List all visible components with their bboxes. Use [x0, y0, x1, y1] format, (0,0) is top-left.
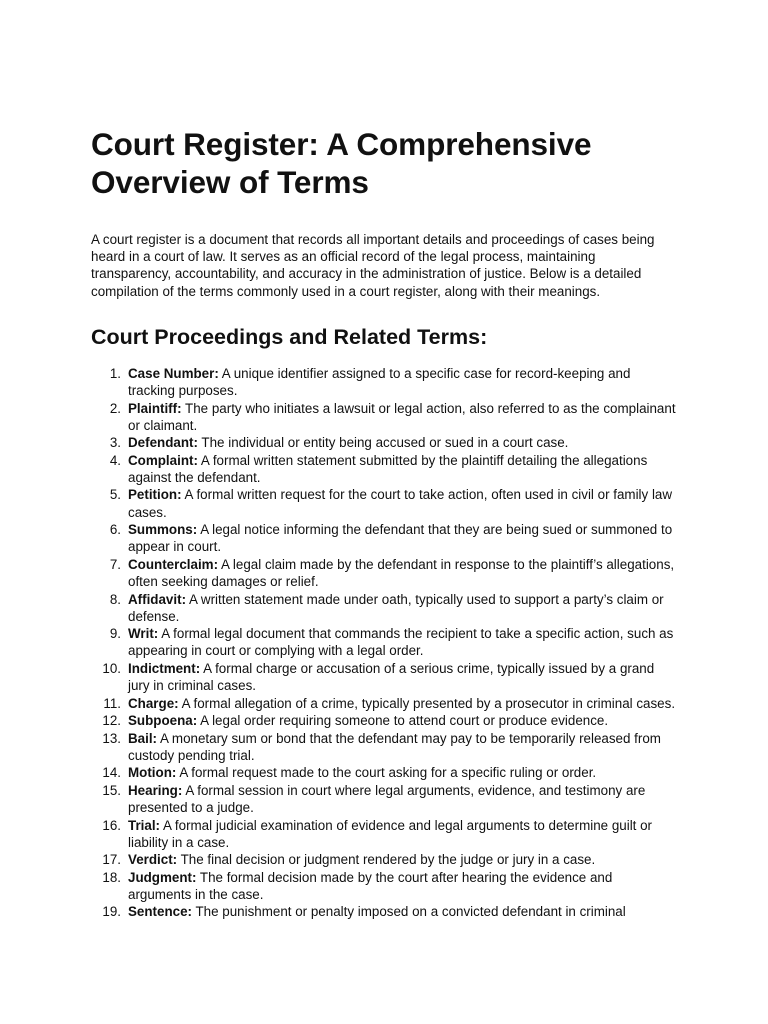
term-description: A formal allegation of a crime, typically presented by a prosecutor in criminal cases.: [181, 695, 676, 711]
list-item: [91, 434, 678, 451]
term-description: A unique identifier assigned to a specific case for record-keeping and tracking purposes.: [128, 365, 631, 399]
term-description: A formal written statement submitted by the plaintiff detailing the allegations against the defendant.: [128, 452, 648, 485]
list-item-number: 18.: [102, 869, 121, 885]
term-description: A formal judicial examination of evidence and legal arguments to determine guilt or liability in a case.: [128, 817, 653, 850]
term-name: Affidavit:: [128, 591, 187, 607]
list-item: [91, 903, 678, 920]
list-item-number: 7.: [109, 556, 121, 572]
list-item-number: 4.: [109, 452, 121, 468]
section-heading: Court Proceedings and Related Terms:: [91, 324, 488, 349]
list-item-number: 19.: [102, 904, 121, 920]
list-item: [91, 817, 678, 851]
list-item: [91, 486, 678, 520]
term-name: Bail:: [128, 730, 158, 746]
term-name: Charge:: [128, 695, 179, 711]
page-title: Court Register: A Comprehensive Overview of Terms: [91, 126, 592, 200]
term-name: Hearing:: [128, 782, 183, 798]
term-description: A formal written request for the court to take action, often used in civil or family law cases.: [128, 487, 673, 520]
term-description: The punishment or penalty imposed on a convicted defendant in criminal: [195, 904, 626, 920]
list-item: [91, 591, 678, 625]
term-description: A formal request made to the court asking for a specific ruling or order.: [179, 765, 597, 781]
term-description: The final decision or judgment rendered by the judge or jury in a case.: [180, 852, 596, 868]
list-item: [91, 730, 678, 764]
list-item-number: 10.: [102, 660, 121, 676]
term-name: Judgment:: [128, 869, 197, 885]
list-item-number: 8.: [109, 591, 121, 607]
term-description: A formal charge or accusation of a serious crime, typically issued by a grand jury in criminal cases.: [128, 660, 655, 694]
term-name: Trial:: [128, 817, 160, 833]
list-item: [91, 695, 678, 712]
term-description: A formal session in court where legal arguments, evidence, and testimony are presented to a judge.: [128, 782, 646, 816]
list-item: [91, 782, 678, 816]
term-name: Complaint:: [128, 452, 198, 468]
list-item: [91, 625, 678, 659]
term-name: Plaintiff:: [128, 400, 182, 416]
term-name: Summons:: [128, 522, 198, 538]
list-item: [91, 452, 678, 486]
list-item: [91, 556, 678, 590]
term-description: A legal claim made by the defendant in response to the plaintiff’s allegations, often seeking damages or relief.: [128, 556, 675, 590]
term-name: Petition:: [128, 487, 182, 503]
list-item-number: 6.: [109, 522, 121, 538]
list-item-number: 16.: [102, 817, 121, 833]
term-description: The individual or entity being accused or sued in a court case.: [201, 435, 569, 451]
list-item: [91, 660, 678, 694]
list-item-number: 15.: [102, 782, 121, 798]
term-name: Motion:: [128, 765, 177, 781]
term-description: A monetary sum or bond that the defendant may pay to be temporarily released from custody pending trial.: [128, 730, 661, 763]
list-item: [91, 400, 678, 434]
list-item: [91, 521, 678, 555]
list-item: [91, 764, 678, 781]
terms-list: [91, 365, 678, 921]
term-description: A legal order requiring someone to attend court or produce evidence.: [200, 713, 609, 729]
term-name: Writ:: [128, 626, 159, 642]
list-item-number: 12.: [102, 713, 121, 729]
list-item-number: 14.: [102, 765, 121, 781]
term-name: Verdict:: [128, 852, 178, 868]
term-name: Sentence:: [128, 904, 192, 920]
list-item-number: 2.: [109, 400, 121, 416]
list-item-number: 1.: [109, 365, 121, 381]
term-name: Indictment:: [128, 660, 201, 676]
list-item: [91, 365, 678, 399]
term-name: Counterclaim:: [128, 556, 219, 572]
list-item-number: 3.: [109, 435, 121, 451]
term-description: A formal legal document that commands the recipient to take a specific action, such as appearing in court or complying with a legal order.: [128, 626, 674, 659]
term-name: Subpoena:: [128, 713, 198, 729]
list-item-number: 13.: [102, 730, 121, 746]
list-item: [91, 712, 678, 729]
term-description: The formal decision made by the court after hearing the evidence and arguments in the case.: [128, 869, 613, 902]
list-item: [91, 869, 678, 903]
list-item-number: 9.: [109, 626, 121, 642]
term-name: Defendant:: [128, 435, 198, 451]
term-description: The party who initiates a lawsuit or legal action, also referred to as the complainant or claimant.: [128, 400, 676, 433]
list-item-number: 11.: [103, 695, 121, 711]
term-name: Case Number:: [128, 365, 219, 381]
term-description: A written statement made under oath, typically used to support a party’s claim or defense.: [128, 591, 664, 624]
list-item-number: 5.: [109, 487, 121, 503]
list-item-number: 17.: [102, 852, 121, 868]
list-item: [91, 851, 678, 868]
term-description: A legal notice informing the defendant that they are being sued or summoned to appear in court.: [128, 522, 673, 555]
intro-paragraph: A court register is a document that records all important details and proceedings of cases being heard in a court of law. It serves as an official record of the legal process, maintaining transparency, accountability, and accuracy in the administration of justice. Below is a detailed compilation of the terms commonly used in a court register, along with their meanings.: [91, 232, 655, 299]
